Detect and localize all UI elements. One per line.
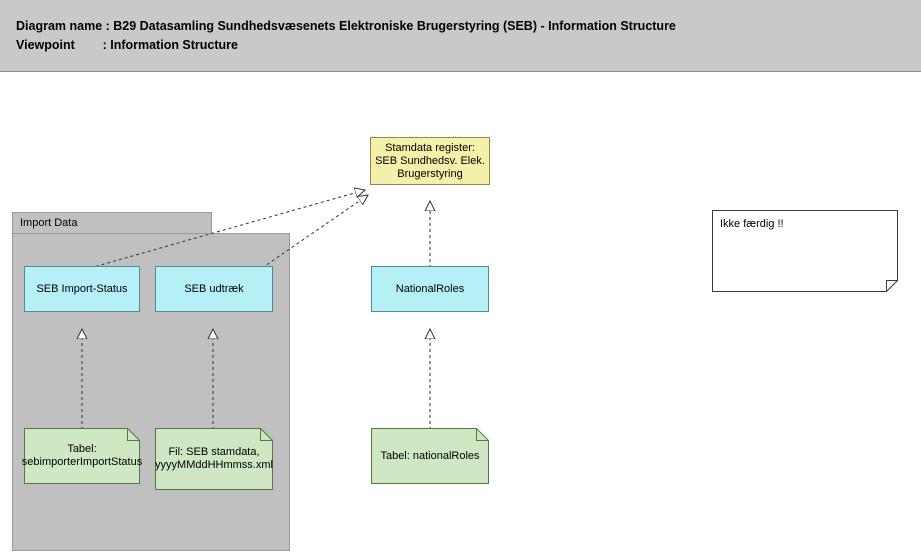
node-nationalroles-label: NationalRoles	[395, 282, 465, 295]
node-seb-udtraek-label: SEB udtræk	[184, 282, 244, 295]
node-nationalroles[interactable]	[371, 266, 489, 312]
node-stamdata-register[interactable]	[370, 137, 490, 185]
artifact-tabel-nationalroles-label: Tabel: nationalRoles	[380, 449, 480, 462]
diagram-header	[0, 0, 921, 72]
viewpoint-text: Viewpoint : Information Structure	[16, 38, 239, 52]
node-stamdata-register-label: Stamdata register: SEB Sundhedsv. Elek. Brugerstyring	[375, 142, 485, 180]
artifact-tabel-sebimporter-import-status[interactable]	[21, 428, 143, 484]
group-tab	[12, 212, 212, 234]
node-seb-import-status[interactable]	[24, 266, 140, 312]
note-text: Ikke færdig !!	[720, 218, 784, 230]
artifact-tabel-nationalroles[interactable]	[371, 428, 489, 484]
group-label: Import Data	[20, 217, 78, 229]
artifact-fil-seb-stamdata[interactable]	[155, 428, 273, 490]
note-ikke-faerdig[interactable]	[712, 210, 898, 292]
diagram-name-text: Diagram name : B29 Datasamling Sundhedsvæsenets Elektroniske Brugerstyring (SEB) - Information Structure	[16, 19, 676, 33]
artifact-fil-seb-stamdata-label: Fil: SEB stamdata, yyyyMMddHHmmss.xml	[155, 446, 273, 471]
artifact-tabel-sebimporter-label: Tabel: sebimporterImportStatus	[21, 443, 143, 468]
group-import-data[interactable]	[12, 212, 292, 552]
node-seb-udtraek[interactable]	[155, 266, 273, 312]
node-seb-import-status-label: SEB Import-Status	[36, 282, 128, 295]
